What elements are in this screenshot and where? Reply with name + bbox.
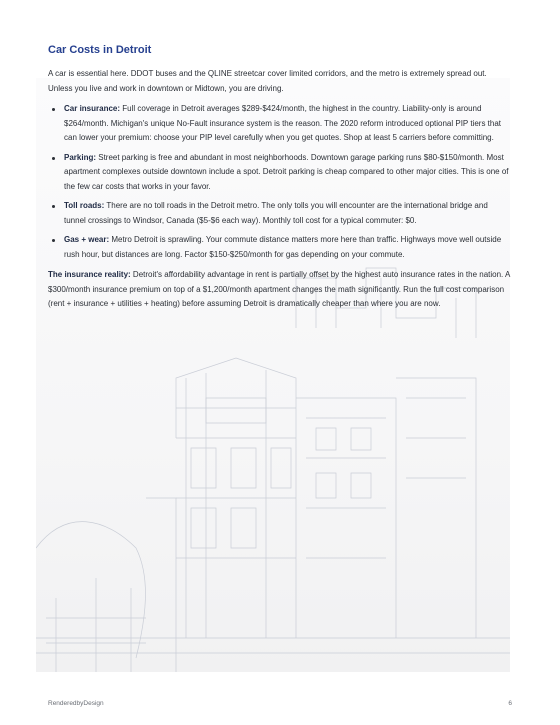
reality-label: The insurance reality: [48, 270, 131, 279]
bullet-toll-roads [48, 199, 510, 228]
main-content [48, 44, 510, 318]
insurance-reality-paragraph [48, 268, 510, 312]
page-number: 6 [508, 700, 512, 707]
bullet-text: Metro Detroit is sprawling. Your commute distance matters more here than traffic. Highways move well outside rush hour, but distances are long. Factor $150-$250/month for gas depending on your commute. [64, 235, 502, 259]
bullet-parking [48, 151, 510, 195]
section-heading: Car Costs in Detroit [48, 44, 152, 56]
bullet-gas-wear [48, 233, 510, 262]
bullet-label: Car insurance: [64, 104, 121, 113]
bullet-label: Toll roads: [64, 201, 105, 210]
bullet-text: There are no toll roads in the Detroit metro. The only tolls you will encounter are the international bridge and tunnel crossings to Windsor, Canada ($5-$6 each way). Monthly toll cost for a typical commuter: $0. [64, 201, 488, 225]
reality-text: Detroit's affordability advantage in rent is partially offset by the highest auto insurance rates in the nation. A $300/month insurance premium on top of a $1,200/month apartment changes the math significantly. Run the full cost comparison (rent + insurance + utilities + heating) before assuming Detroit is dramatically cheaper than where you are now. [48, 270, 510, 308]
bullet-label: Parking: [64, 152, 97, 162]
bullet-label: Gas + wear: [64, 235, 110, 244]
bullet-text: Full coverage in Detroit averages $289-$424/month, the highest in the country. Liability-only is around $264/month. Michigan's unique No-Fault insurance system is the reason. The 2020 reform introduced optional PIP tiers that can lower your premium: choose your PIP level carefully when you get quotes. Shop at least 5 carriers before committing. [64, 104, 502, 142]
bullet-car-insurance [48, 102, 510, 146]
footer-brand: RenderedbyDesign [48, 700, 104, 707]
bullet-text: Street parking is free and abundant in most neighborhoods. Downtown garage parking runs $80-$150/month. Most apartment complexes outside downtown include a spot. Detroit parking is cheap compared to other major cities. This is one of the few car costs that works in your favor. [64, 152, 509, 191]
page-footer [48, 700, 512, 707]
intro-paragraph: A car is essential here. DDOT buses and the QLINE streetcar cover limited corridors, and the metro is extremely spread out. Unless you live and work in downtown or Midtown, you are driving. [48, 69, 487, 93]
cost-bullet-list [48, 102, 510, 262]
